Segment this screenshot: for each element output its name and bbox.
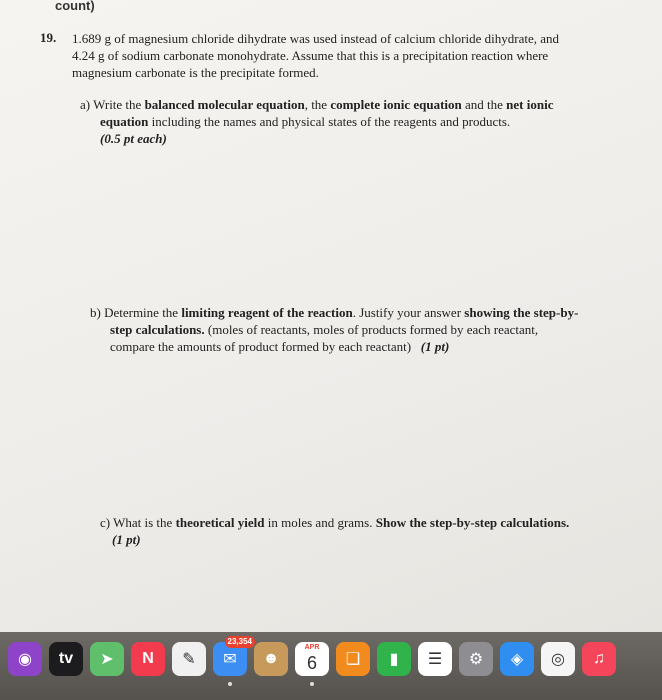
mail-icon[interactable]: [213, 637, 252, 676]
maps-icon[interactable]: [90, 642, 124, 676]
calendar-month: APR: [304, 644, 320, 651]
question-line-3: magnesium carbonate is the precipitate formed.: [72, 65, 319, 80]
chrome-icon[interactable]: [541, 642, 575, 676]
apple-tv-icon-glyph: tv: [58, 650, 74, 667]
cut-off-header: count): [55, 0, 95, 13]
part-a-points: (0.5 pt each): [100, 131, 167, 146]
part-b: [90, 304, 620, 355]
part-b-line-3: compare the amounts of product formed by each reactant) (1 pt): [110, 339, 450, 354]
part-c-line-1: c) What is the theoretical yield in moles and grams. Show the step-by-step calculations.: [100, 515, 570, 530]
question-line-1: 1.689 g of magnesium chloride dihydrate was used instead of calcium chloride dihydrate, and: [72, 31, 559, 46]
contacts-icon-glyph: ☻: [262, 650, 280, 667]
part-c-points: (1 pt): [112, 532, 141, 547]
safari-icon[interactable]: [500, 642, 534, 676]
safari-icon-glyph: ◈: [510, 651, 524, 668]
settings-icon[interactable]: [459, 642, 493, 676]
part-b-line-2: step calculations. (moles of reactants, moles of products formed by each reactant,: [110, 322, 539, 337]
part-a-line-2: equation including the names and physical states of the reagents and products.: [100, 114, 511, 129]
part-c: [100, 514, 620, 548]
music-icon-glyph: ♫: [593, 650, 605, 667]
books-icon[interactable]: [336, 642, 370, 676]
music-icon[interactable]: [582, 642, 616, 676]
contacts-icon[interactable]: [254, 642, 288, 676]
news-icon-glyph: N: [142, 650, 154, 667]
part-a-line-1: a) Write the balanced molecular equation, the complete ionic equation and the net ionic: [80, 97, 554, 112]
podcasts-icon[interactable]: [8, 642, 42, 676]
apple-tv-icon[interactable]: [49, 642, 83, 676]
freeform-icon-glyph: ✎: [182, 651, 196, 668]
freeform-icon[interactable]: [172, 642, 206, 676]
running-indicator: [228, 682, 232, 686]
question-number: 19.: [40, 30, 57, 45]
question-line-2: 4.24 g of sodium carbonate monohydrate. Assume that this is a precipitation reaction where: [72, 48, 549, 63]
question-text: [72, 30, 612, 81]
calendar-icon[interactable]: [295, 642, 329, 676]
running-indicator: [310, 682, 314, 686]
calendar-day: 6: [306, 652, 317, 673]
reminders-icon-glyph: ☰: [427, 651, 443, 668]
books-icon-glyph: ❑: [345, 651, 361, 668]
settings-icon-glyph: ⚙: [468, 651, 484, 668]
part-a: [80, 96, 620, 147]
podcasts-icon-glyph: ◉: [18, 651, 32, 668]
maps-icon-glyph: ➤: [100, 651, 114, 668]
chrome-icon-glyph: ◎: [551, 651, 565, 668]
mail-icon-glyph: ✉: [223, 651, 237, 668]
reminders-icon[interactable]: [418, 642, 452, 676]
numbers-icon[interactable]: [377, 642, 411, 676]
dock: [0, 632, 662, 700]
mail-badge: 23,354: [225, 636, 255, 648]
news-icon[interactable]: [131, 642, 165, 676]
numbers-icon-glyph: ▮: [389, 651, 399, 668]
part-b-line-1: b) Determine the limiting reagent of the reaction. Justify your answer showing the step-by-: [90, 305, 579, 320]
